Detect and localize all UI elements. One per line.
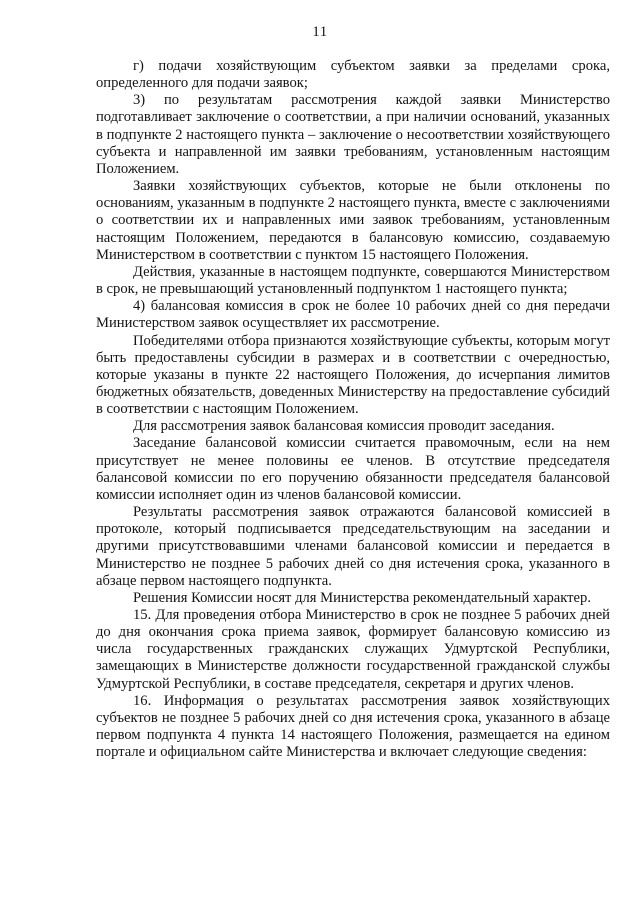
paragraph-item-3: 3) по результатам рассмотрения каждой заявки Министерство подготавливает заключение о соответствии, а при наличии оснований, указанных в подпункте 2 настоящего пункта – заключение о несоответствии хозяйствующего субъекта и направленной им заявки требованиям, установленным настоящим Положением. <box>96 92 610 177</box>
paragraph-item-16: 16. Информация о результатах рассмотрения заявок хозяйствующих субъектов не позднее 5 рабочих дней со дня истечения срока, указанного в абзаце первом подпункта 4 пункта 14 настоящего Положения, размещается на едином портале и официальном сайте Министерства и включает следующие сведения: <box>96 692 610 761</box>
paragraph-commission-meetings: Для рассмотрения заявок балансовая комиссия проводит заседания. <box>133 418 555 435</box>
paragraph-winners: Победителями отбора признаются хозяйствующие субъекты, которым могут быть предоставлены субсидии в размерах и в соответствии с очередностью, которые указаны в пункте 22 настоящего Положения, до исчерпания лимитов бюджетных обязательств, доведенных Министерству на предоставление субсидий в соответствии с настоящим Положением. <box>96 332 610 418</box>
paragraph-applications-transfer: Заявки хозяйствующих субъектов, которые не были отклонены по основаниям, указанным в подпункте 2 настоящего пункта, вместе с заключениями о соответствии их и направленных ими заявок требованиям, установленным настоящим Положением, передаются в балансовую комиссию, создаваемую Министерством в соответствии с пунктом 15 настоящего Положения. <box>96 178 610 263</box>
paragraph-protocol: Результаты рассмотрения заявок отражаются балансовой комиссией в протоколе, который подписывается председательствующим на заседании и другими присутствовавшими членами балансовой комиссии и передается в Министерство не позднее 5 рабочих дней со дня истечения срока, указанного в абзаце первом настоящего подпункта. <box>96 504 610 589</box>
paragraph-item-4: 4) балансовая комиссия в срок не более 10 рабочих дней со дня передачи Министерством заявок осуществляет их рассмотрение. <box>96 298 610 332</box>
document-body <box>96 58 610 761</box>
paragraph-subitem-g: г) подачи хозяйствующим субъектом заявки за пределами срока, определенного для подачи заявок; <box>96 58 610 92</box>
paragraph-item-15: 15. Для проведения отбора Министерство в срок не позднее 5 рабочих дней до дня окончания срока приема заявок, формирует балансовую комиссию из числа государственных гражданских служащих Удмуртской Республики, замещающих в Министерстве должности государственной гражданской службы Удмуртской Республики, в составе председателя, секретаря и других членов. <box>96 607 610 692</box>
paragraph-recommendations: Решения Комиссии носят для Министерства рекомендательный характер. <box>133 589 591 606</box>
paragraph-quorum: Заседание балансовой комиссии считается правомочным, если на нем присутствует не менее половины ее членов. В отсутствие председателя балансовой комиссии по его поручению обязанности председателя балансовой комиссии исполняет один из членов балансовой комиссии. <box>96 435 610 503</box>
page-number: 11 <box>312 24 328 40</box>
paragraph-actions-deadline: Действия, указанные в настоящем подпункте, совершаются Министерством в срок, не превышающий установленный подпунктом 1 настоящего пункта; <box>96 263 610 298</box>
